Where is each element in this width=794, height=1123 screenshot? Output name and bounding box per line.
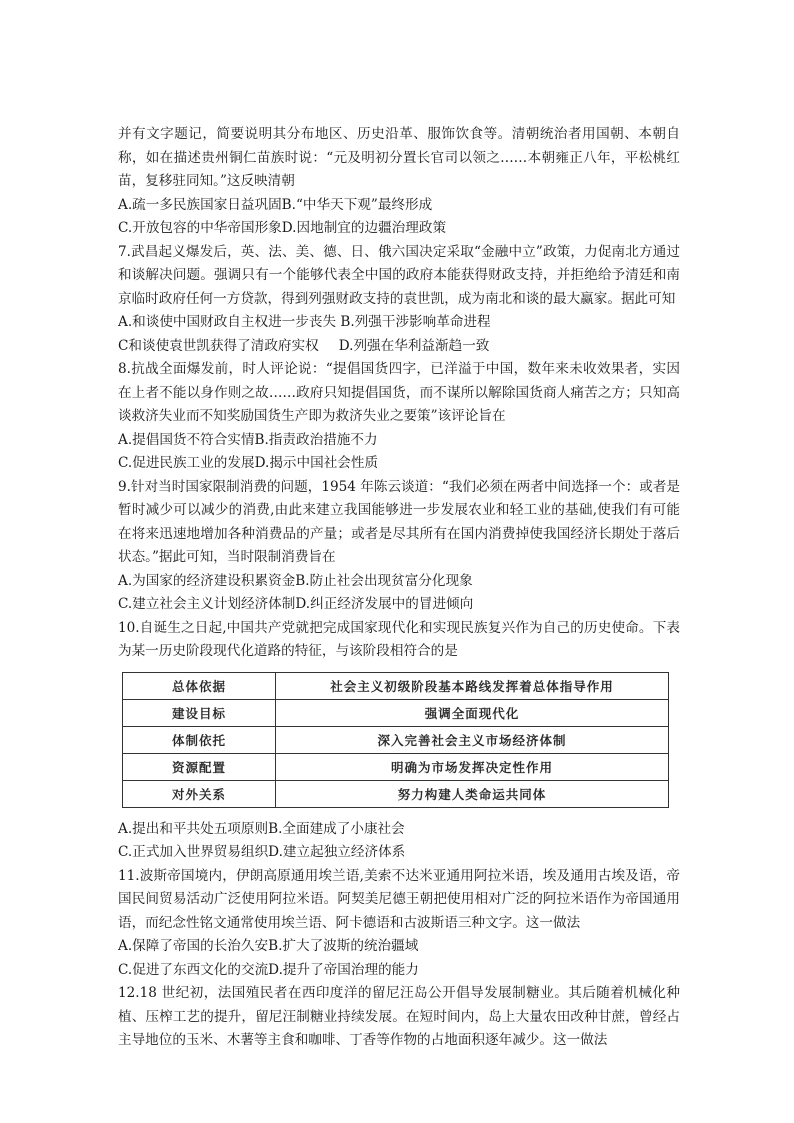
question-7-stem: 7.武昌起义爆发后，英、法、美、德、日、俄六国决定采取“金融中立”政策，力促南北方通过和谈解决问题。强调只有一个能够代表全中国的政府本能获得财政支持，并拒绝给予清廷和南京临时政府任何一方贷款，得到列强财政支持的袁世凯，成为南北和谈的最大赢家。据此可知 (118, 243, 680, 307)
exam-page (118, 123, 680, 1053)
question-6-option-cd: C.开放包容的中华帝国形象D.因地制宜的边疆治理政策 (118, 220, 447, 236)
modernization-feature-table (122, 672, 669, 808)
question-7-option-c: C和谈使袁世凯获得了清政府实权 (118, 337, 319, 354)
table-value: 强调全面现代化 (276, 699, 669, 726)
question-7-option-cd (118, 335, 680, 359)
question-6-option-ab: A.疏一多民族国家日益巩固B.“中华天下观”最终形成 (118, 196, 433, 213)
question-11-stem: 11.波斯帝国境内，伊朗高原通用埃兰语,美索不达米亚通用阿拉米语，埃及通用古埃及语，帝国民间贸易活动广泛使用阿拉米语。阿契美尼德王朝把使用相对广泛的阿拉米语作为帝国通用语，而纪念性铭文通常使用埃兰语、阿卡德语和古波斯语三种文字。这一做法 (118, 867, 680, 931)
question-7-option-b: B.列强干涉影响革命进程 (340, 314, 491, 330)
question-9-option-ab: A.为国家的经济建设积累资金B.防止社会出现贫富分化现象 (118, 572, 473, 589)
question-10-option-ab: A.提出和平共处五项原则B.全面建成了小康社会 (118, 820, 405, 837)
table-key: 建设目标 (123, 699, 276, 726)
question-7-option-a: A.和谈使中国财政自主权进一步丧失 (118, 314, 337, 330)
question-10-stem: 10.自诞生之日起,中国共产党就把完成国家现代化和实现民族复兴作为自己的历史使命。下表为某一历史阶段现代化道路的特征，与该阶段相符合的是 (118, 619, 680, 659)
table-row (123, 726, 669, 753)
question-10-option-cd: C.正式加入世界贸易组织D.建立起独立经济体系 (118, 844, 406, 860)
table-key: 体制依托 (123, 726, 276, 753)
question-11-option-ab: A.保障了帝国的长治久安B.扩大了波斯的统治疆域 (118, 938, 419, 954)
table-key: 资源配置 (123, 753, 276, 780)
table-row (123, 672, 669, 699)
table-value: 深入完善社会主义市场经济体制 (276, 726, 669, 753)
question-9-option-cd: C.建立社会主义计划经济体制D.纠正经济发展中的冒进倾向 (118, 596, 474, 612)
question-8-option-ab: A.提倡国货不符合实情B.指责政治措施不力 (118, 431, 378, 448)
table-row (123, 699, 669, 726)
question-11-option-cd: C.促进了东西文化的交流D.提升了帝国治理的能力 (118, 961, 419, 978)
question-8-stem: 8.抗战全面爆发前，时人评论说：“提倡国货四字，已洋溢于中国，数年来未收效果者，实因在上者不能以身作则之故……政府只知提倡国货，而不谋所以解除国货商人痛苦之方；只知高谈救济失业而不知奖励国货生产即为救济失业之要策”该评论旨在 (118, 361, 680, 424)
table-row (123, 753, 669, 780)
question-6-stem: 并有文字题记，简要说明其分布地区、历史沿革、服饰饮食等。清朝统治者用国朝、本朝自称，如在描述贵州铜仁苗族时说：“元及明初分置长官司以领之……本朝雍正八年，平松桃红苗，复移驻同知。”这反映清朝 (118, 126, 680, 189)
question-7-option-d: D.列强在华利益渐趋一致 (338, 337, 490, 354)
table-key: 总体依据 (123, 672, 276, 699)
question-12-stem: 12.18 世纪初，法国殖民者在西印度洋的留尼汪岛公开倡导发展制糖业。其后随着机械化种植、压榨工艺的提升，留尼汪制糖业持续发展。在短时间内，岛上大量农田改种甘蔗，曾经占主导地位的玉米、木薯等主食和咖啡、丁香等作物的占地面积逐年减少。这一做法 (118, 985, 680, 1048)
table-value: 社会主义初级阶段基本路线发挥着总体指导作用 (276, 672, 669, 699)
table-key: 对外关系 (123, 780, 276, 807)
table-value: 明确为市场发挥决定性作用 (276, 753, 669, 780)
question-7-option-ab (118, 311, 680, 335)
table-value: 努力构建人类命运共同体 (276, 780, 669, 807)
question-9-stem: 9.针对当时国家限制消费的问题，1954 年陈云谈道：“我们必须在两者中间选择一个：或者是暂时减少可以减少的消费,由此来建立我国能够进一步发展农业和轻工业的基础,使我们有可能在将来迅速地增加各种消费品的产量；或者是尽其所有在国内消费掉使我国经济长期处于落后状态。”据此可知，当时限制消费旨在 (118, 478, 680, 565)
question-8-option-cd: C.促进民族工业的发展D.揭示中国社会性质 (118, 455, 379, 471)
table-row (123, 780, 669, 807)
